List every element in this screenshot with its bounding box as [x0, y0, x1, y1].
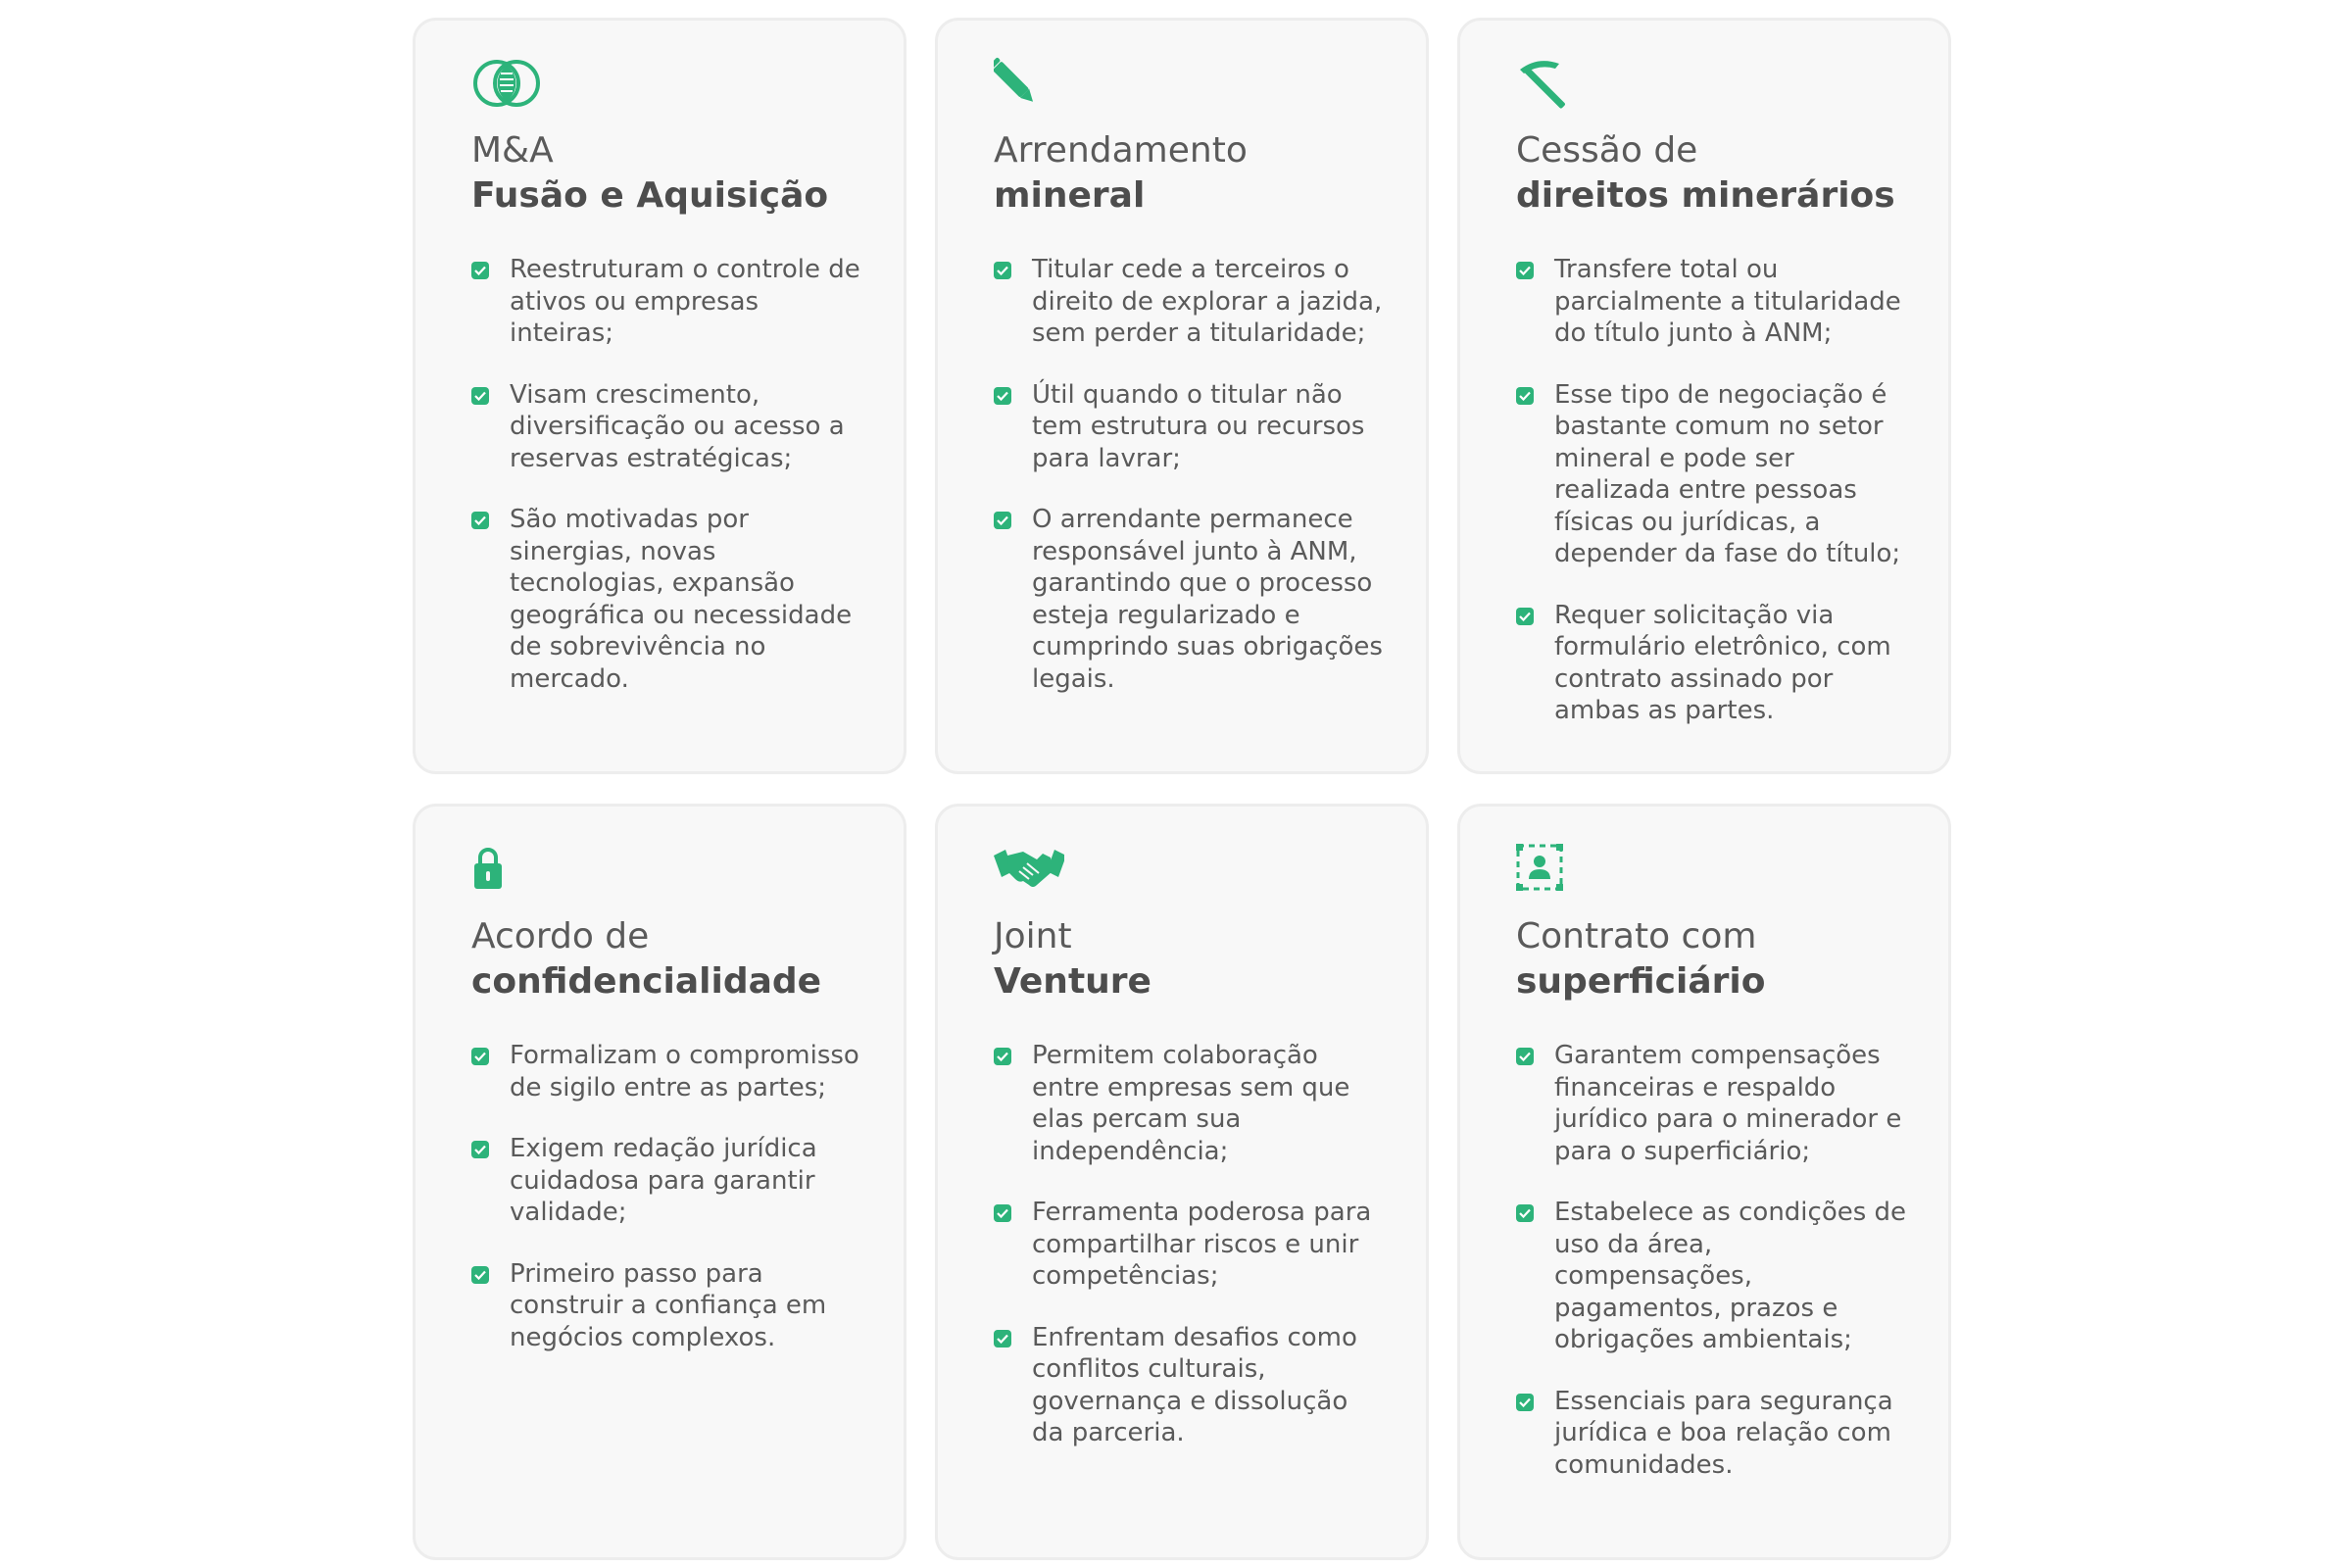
check-icon [994, 1048, 1011, 1065]
list-item-text: Primeiro passo para construir a confiança em negócios complexos. [510, 1258, 827, 1352]
card-title [994, 128, 1387, 219]
card-title-light: Cessão de [1516, 130, 1698, 171]
cards-grid [413, 18, 1951, 1560]
check-icon [471, 1141, 489, 1158]
card-cessao [1457, 18, 1951, 774]
lock-icon [471, 842, 542, 897]
card-title [471, 914, 864, 1004]
card-title [1516, 914, 1909, 1004]
card-title-light: Contrato com [1516, 916, 1757, 956]
card-confidencialidade [413, 804, 906, 1560]
list-item-text: Transfere total ou parcialmente a titularidade do título junto à ANM; [1554, 255, 1901, 348]
check-icon [1516, 608, 1534, 625]
pencil-icon [994, 56, 1064, 111]
list-item [1516, 254, 1909, 350]
card-title-bold: mineral [994, 175, 1146, 216]
card-joint-venture [935, 804, 1429, 1560]
card-title-bold: Venture [994, 961, 1152, 1002]
list-item-text: Formalizam o compromisso de sigilo entre as partes; [510, 1041, 859, 1102]
list-item [471, 254, 864, 350]
list-item [1516, 1040, 1909, 1167]
card-item-list [471, 1040, 864, 1353]
card-title-bold: superficiário [1516, 961, 1766, 1002]
check-icon [994, 387, 1011, 405]
list-item-text: Permitem colaboração entre empresas sem que elas percam sua independência; [1032, 1041, 1350, 1166]
check-icon [471, 1266, 489, 1284]
card-item-list [994, 254, 1387, 695]
list-item-text: Estabelece as condições de uso da área, compensações, pagamentos, prazos e obrigações ambientais; [1554, 1198, 1907, 1354]
card-item-list [994, 1040, 1387, 1449]
list-item [1516, 1197, 1909, 1356]
list-item [471, 1040, 864, 1103]
list-item-text: Enfrentam desafios como conflitos culturais, governança e dissolução da parceria. [1032, 1322, 1357, 1447]
card-m-and-a [413, 18, 906, 774]
list-item-text: Ferramenta poderosa para compartilhar riscos e unir competências; [1032, 1198, 1372, 1291]
card-item-list [1516, 254, 1909, 727]
check-icon [471, 262, 489, 279]
card-item-list [471, 254, 864, 695]
user-frame-icon [1516, 842, 1587, 897]
list-item [1516, 379, 1909, 570]
list-item [471, 1133, 864, 1229]
card-arrendamento [935, 18, 1429, 774]
check-icon [471, 1048, 489, 1065]
check-icon [994, 262, 1011, 279]
list-item [994, 1197, 1387, 1293]
handshake-icon [994, 842, 1064, 897]
list-item [994, 254, 1387, 350]
card-title-light: Arrendamento [994, 130, 1248, 171]
check-icon [1516, 1048, 1534, 1065]
card-title-bold: direitos minerários [1516, 175, 1895, 216]
card-title [1516, 128, 1909, 219]
venn-circles-icon [471, 56, 542, 111]
list-item [994, 504, 1387, 695]
check-icon [471, 512, 489, 529]
card-title-light: M&A [471, 130, 554, 171]
list-item-text: Requer solicitação via formulário eletrônico, com contrato assinado por ambas as partes. [1554, 600, 1891, 725]
list-item-text: Garantem compensações financeiras e respaldo jurídico para o minerador e para o superficiário; [1554, 1041, 1902, 1166]
card-title-light: Joint [994, 916, 1072, 956]
check-icon [994, 1330, 1011, 1348]
list-item-text: Visam crescimento, diversificação ou acesso a reservas estratégicas; [510, 379, 845, 473]
card-title [994, 914, 1387, 1004]
card-title-light: Acordo de [471, 916, 650, 956]
card-superficiario [1457, 804, 1951, 1560]
list-item-text: Titular cede a terceiros o direito de explorar a jazida, sem perder a titularidade; [1032, 255, 1383, 348]
list-item-text: Reestruturam o controle de ativos ou empresas inteiras; [510, 255, 860, 348]
card-title-bold: confidencialidade [471, 961, 822, 1002]
check-icon [994, 512, 1011, 529]
list-item [994, 379, 1387, 475]
list-item-text: Exigem redação jurídica cuidadosa para garantir validade; [510, 1134, 817, 1227]
card-item-list [1516, 1040, 1909, 1481]
check-icon [1516, 262, 1534, 279]
card-title [471, 128, 864, 219]
check-icon [994, 1204, 1011, 1222]
list-item [994, 1040, 1387, 1167]
pickaxe-icon [1516, 56, 1587, 111]
list-item [471, 1258, 864, 1354]
list-item [994, 1322, 1387, 1449]
list-item-text: O arrendante permanece responsável junto à ANM, garantindo que o processo esteja regularizado e cumprindo suas obrigações legais. [1032, 505, 1383, 694]
check-icon [1516, 387, 1534, 405]
list-item-text: Essenciais para segurança jurídica e boa relação com comunidades. [1554, 1386, 1893, 1480]
card-title-bold: Fusão e Aquisição [471, 175, 829, 216]
list-item [1516, 1386, 1909, 1482]
check-icon [471, 387, 489, 405]
list-item-text: Útil quando o titular não tem estrutura ou recursos para lavrar; [1032, 379, 1365, 473]
list-item [471, 504, 864, 695]
list-item [1516, 600, 1909, 727]
list-item-text: São motivadas por sinergias, novas tecnologias, expansão geográfica ou necessidade de sobrevivência no mercado. [510, 505, 853, 694]
check-icon [1516, 1204, 1534, 1222]
list-item [471, 379, 864, 475]
list-item-text: Esse tipo de negociação é bastante comum no setor mineral e pode ser realizada entre pessoas físicas ou jurídicas, a depender da fase do título; [1554, 379, 1901, 568]
check-icon [1516, 1394, 1534, 1411]
